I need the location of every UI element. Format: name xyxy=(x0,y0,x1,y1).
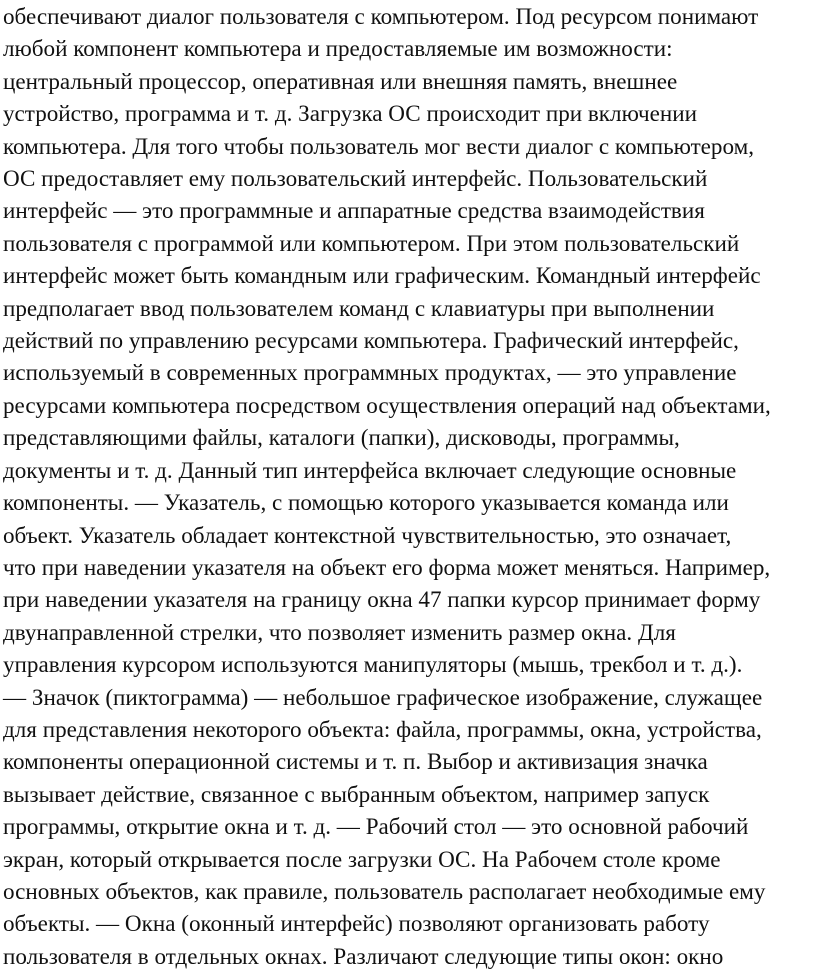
text-line: двунаправленной стрелки, что позволяет изменить размер окна. Для xyxy=(3,618,676,645)
text-line: компоненты. — Указатель, с помощью которого указывается команда или xyxy=(3,489,729,516)
text-line: вызывает действие, связанное с выбранным объектом, например запуск xyxy=(3,780,710,807)
text-line: для представления некоторого объекта: файла, программы, окна, устройства, xyxy=(3,715,762,742)
text-line: устройство, программа и т. д. Загрузка ОС происходит при включении xyxy=(3,100,697,127)
text-line: пользователя в отдельных окнах. Различают следующие типы окон: окно xyxy=(3,942,724,969)
text-line: интерфейс — это программные и аппаратные средства взаимодействия xyxy=(3,197,705,224)
text-line: любой компонент компьютера и предоставляемые им возможности: xyxy=(3,35,673,62)
text-line: при наведении указателя на границу окна 47 папки курсор принимает форму xyxy=(3,586,761,613)
text-line: действий по управлению ресурсами компьютера. Графический интерфейс, xyxy=(3,327,739,354)
text-line: центральный процессор, оперативная или внешняя память, внешнее xyxy=(3,67,678,94)
text-line: ОС предоставляет ему пользовательский интерфейс. Пользовательский xyxy=(3,165,708,192)
text-line: ресурсами компьютера посредством осуществления операций над объектами, xyxy=(3,391,771,418)
text-line: управления курсором используются манипуляторы (мышь, трекбол и т. д.). xyxy=(3,651,743,678)
text-line: используемый в современных программных продуктах, — это управление xyxy=(3,359,737,386)
text-line: что при наведении указателя на объект его форма может меняться. Например, xyxy=(3,553,771,580)
text-line: — Значок (пиктограмма) — небольшое графическое изображение, служащее xyxy=(3,683,763,710)
text-line: интерфейс может быть командным или графическим. Командный интерфейс xyxy=(3,262,761,289)
text-line: пользователя с программой или компьютером. При этом пользовательский xyxy=(3,229,740,256)
text-line: компоненты операционной системы и т. п. Выбор и активизация значка xyxy=(3,748,708,775)
text-line: представляющими файлы, каталоги (папки), дисководы, программы, xyxy=(3,424,680,451)
text-line: программы, открытие окна и т. д. — Рабочий стол — это основной рабочий xyxy=(3,813,749,840)
text-line: экран, который открывается после загрузки ОС. На Рабочем столе кроме xyxy=(3,845,721,872)
text-line: объект. Указатель обладает контекстной чувствительностью, это означает, xyxy=(3,521,732,548)
body-text xyxy=(3,0,816,972)
text-line: компьютера. Для того чтобы пользователь мог вести диалог с компьютером, xyxy=(3,132,754,159)
text-line: предполагает ввод пользователем команд с клавиатуры при выполнении xyxy=(3,294,715,321)
text-line: основных объектов, как правиле, пользователь располагает необходимые ему xyxy=(3,877,766,904)
text-line: обеспечивают диалог пользователя с компьютером. Под ресурсом понимают xyxy=(3,3,759,29)
text-line: документы и т. д. Данный тип интерфейса включает следующие основные xyxy=(3,456,737,483)
text-line: объекты. — Окна (оконный интерфейс) позволяют организовать работу xyxy=(3,910,710,937)
